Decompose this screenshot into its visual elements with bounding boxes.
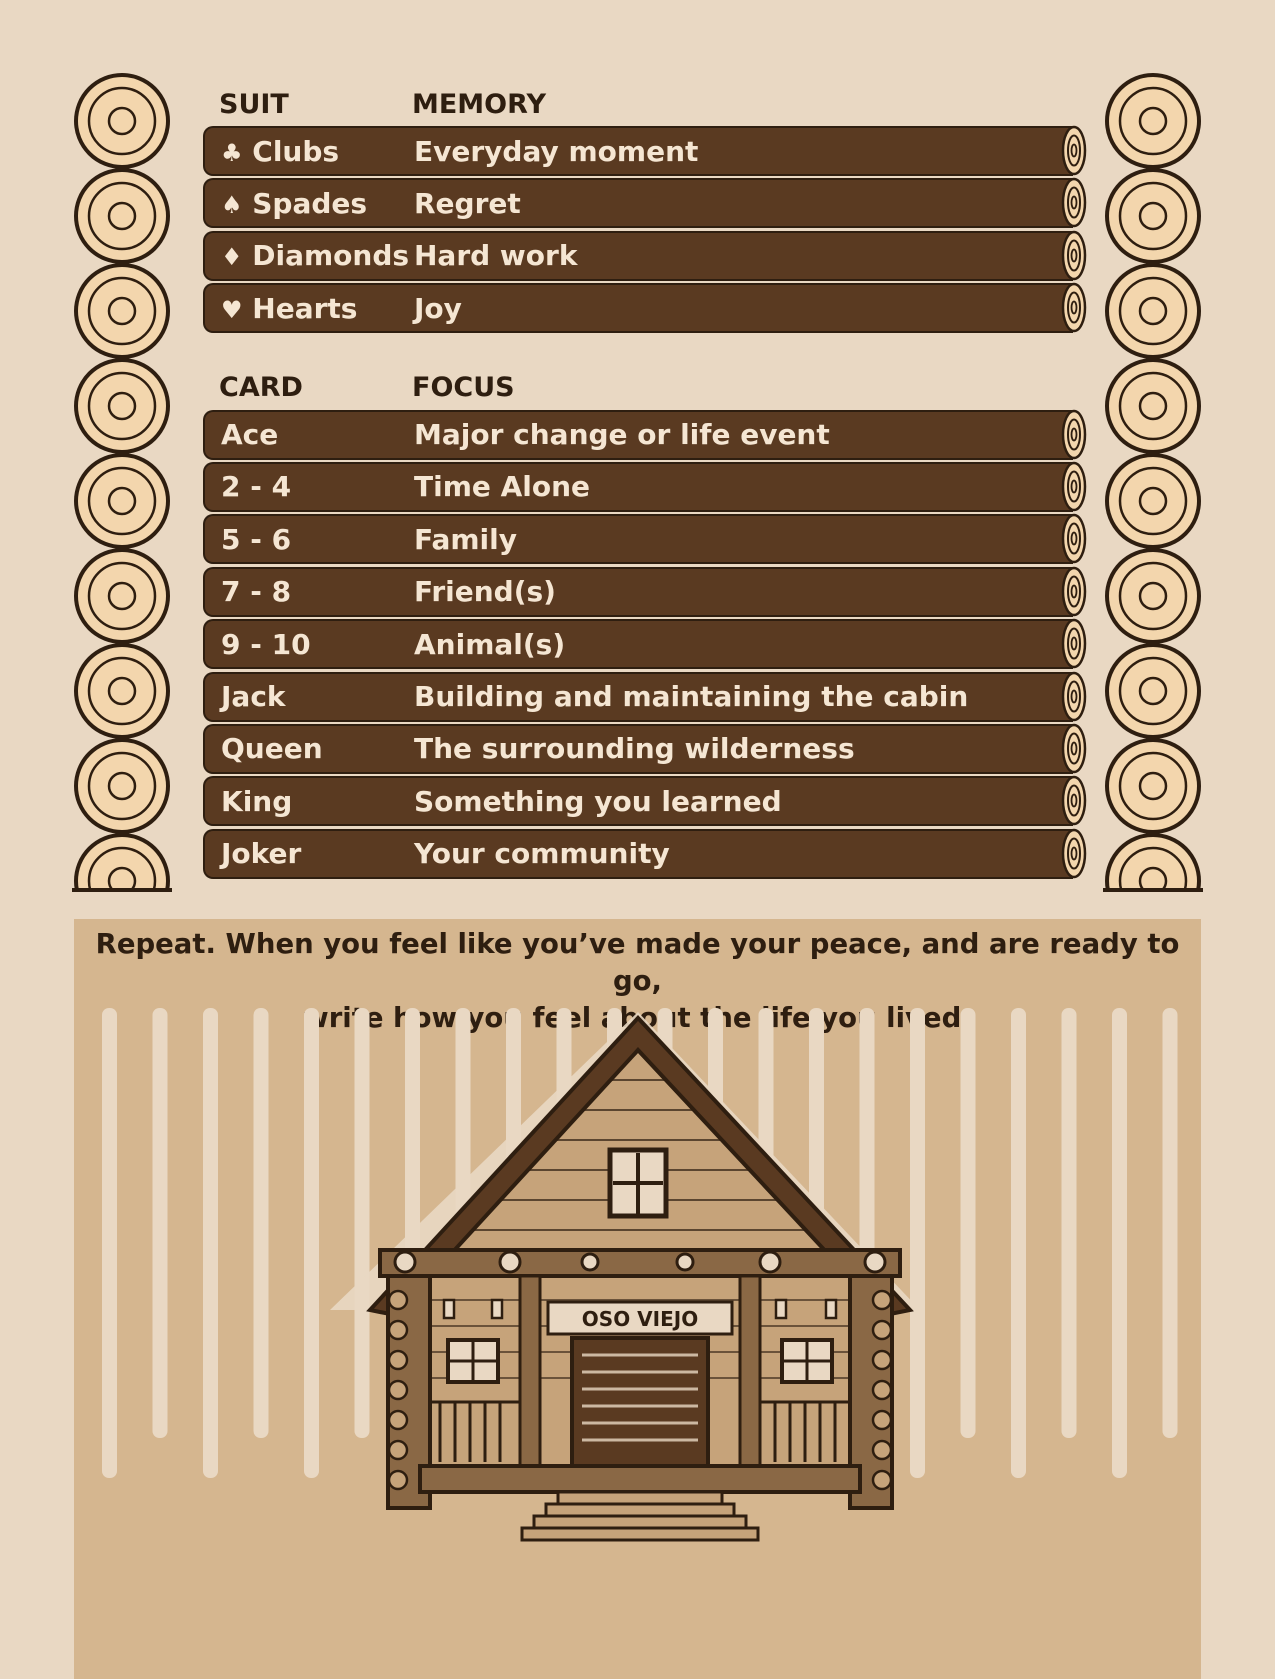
heart-icon: ♥ bbox=[221, 295, 243, 324]
table-row bbox=[203, 410, 1073, 460]
focus-label: Family bbox=[414, 522, 518, 556]
suit-label: Spades bbox=[252, 186, 368, 220]
focus-label: Building and maintaining the cabin bbox=[414, 680, 969, 714]
memory-label: Hard work bbox=[414, 239, 578, 273]
suit-label: Clubs bbox=[252, 134, 340, 168]
reference-tables bbox=[203, 82, 1073, 881]
table-row bbox=[203, 178, 1073, 228]
right-log-column bbox=[1103, 72, 1203, 892]
log-end-icon bbox=[1061, 775, 1087, 826]
table-row bbox=[203, 126, 1073, 176]
table-row bbox=[203, 619, 1073, 669]
focus-label: Something you learned bbox=[414, 784, 782, 818]
suit-table bbox=[203, 126, 1073, 333]
log-end-icon bbox=[1061, 828, 1087, 879]
card-label: King bbox=[221, 784, 293, 818]
memory-label: Joy bbox=[414, 291, 462, 325]
diamond-icon: ♦ bbox=[221, 243, 243, 272]
suit-label: Hearts bbox=[252, 291, 358, 325]
log-end-icon bbox=[1061, 125, 1087, 176]
card-label: 7 - 8 bbox=[221, 575, 292, 609]
card-label: 5 - 6 bbox=[221, 522, 292, 556]
log-end-icon bbox=[1061, 230, 1087, 281]
log-end-icon bbox=[1061, 409, 1087, 460]
focus-label: The surrounding wilderness bbox=[414, 732, 855, 766]
memory-label: Everyday moment bbox=[414, 134, 699, 168]
card-table-header bbox=[203, 366, 1073, 410]
log-end-icon bbox=[1061, 513, 1087, 564]
card-label: 9 - 10 bbox=[221, 627, 311, 661]
log-end-icon bbox=[1061, 282, 1087, 333]
log-end-icon bbox=[1061, 618, 1087, 669]
log-end-icon bbox=[1061, 461, 1087, 512]
memory-column-header: MEMORY bbox=[412, 88, 546, 120]
card-label: Ace bbox=[221, 418, 279, 452]
log-end-icon bbox=[1061, 177, 1087, 228]
table-row bbox=[203, 672, 1073, 722]
focus-column-header: FOCUS bbox=[412, 372, 515, 404]
table-row bbox=[203, 829, 1073, 879]
suit-label: Diamonds bbox=[252, 239, 410, 273]
focus-label: Time Alone bbox=[414, 470, 591, 504]
table-row bbox=[203, 776, 1073, 826]
card-label: Queen bbox=[221, 732, 323, 766]
log-end-icon bbox=[72, 72, 172, 892]
card-column-header: CARD bbox=[219, 372, 303, 404]
club-icon: ♣ bbox=[221, 138, 243, 167]
card-label: Jack bbox=[221, 680, 286, 714]
suit-column-header: SUIT bbox=[219, 88, 289, 120]
log-end-icon bbox=[1061, 671, 1087, 722]
table-row bbox=[203, 567, 1073, 617]
cabin-sign: OSO VIEJO bbox=[581, 1307, 699, 1331]
table-row bbox=[203, 462, 1073, 512]
log-cabin-icon bbox=[320, 1010, 960, 1550]
left-log-column bbox=[72, 72, 172, 892]
focus-label: Friend(s) bbox=[414, 575, 556, 609]
table-row bbox=[203, 724, 1073, 774]
card-table bbox=[203, 410, 1073, 879]
spade-icon: ♠ bbox=[221, 190, 243, 219]
log-end-icon bbox=[1061, 723, 1087, 774]
log-end-icon bbox=[1061, 566, 1087, 617]
instruction-text: Repeat. When you feel like you’ve made your peace, and are ready to go, write how you about the life you lived. bbox=[95, 928, 1180, 1034]
card-label: 2 - 4 bbox=[221, 470, 292, 504]
memory-label: Regret bbox=[414, 186, 521, 220]
table-row bbox=[203, 514, 1073, 564]
table-row bbox=[203, 283, 1073, 333]
focus-label: Animal(s) bbox=[414, 627, 566, 661]
focus-label: Your community bbox=[414, 837, 670, 871]
table-row bbox=[203, 231, 1073, 281]
suit-table-header bbox=[203, 82, 1073, 126]
log-end-icon bbox=[1103, 72, 1203, 892]
card-label: Joker bbox=[221, 837, 302, 871]
focus-label: Major change or life event bbox=[414, 418, 830, 452]
